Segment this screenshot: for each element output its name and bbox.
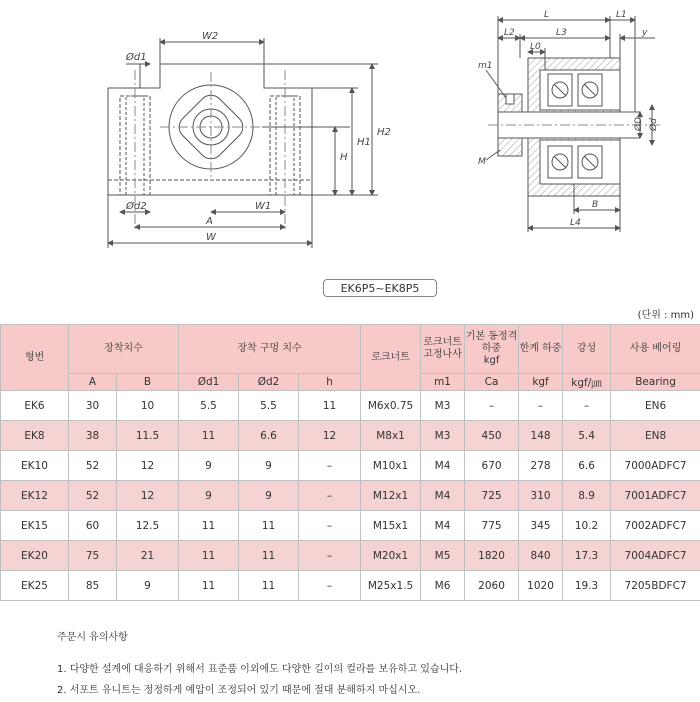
table-cell: EK12	[1, 481, 69, 511]
table-cell: EK15	[1, 511, 69, 541]
notes-title: 주문시 유의사항	[57, 628, 462, 643]
subheader-m1: m1	[421, 374, 465, 391]
order-notes	[57, 628, 462, 702]
table-cell: M12x1	[361, 481, 421, 511]
table-row	[1, 451, 700, 481]
table-cell: M3	[421, 391, 465, 421]
table-cell: M6x0.75	[361, 391, 421, 421]
table-row	[1, 481, 700, 511]
table-cell: M4	[421, 481, 465, 511]
header-locknut-screw: 로크너트 고정나사	[421, 325, 465, 374]
table-cell: 10	[117, 391, 179, 421]
header-locknut: 로크너트	[361, 325, 421, 391]
table-cell: 38	[69, 421, 117, 451]
table-cell: 21	[117, 541, 179, 571]
table-cell: 725	[465, 481, 519, 511]
table-cell: 840	[519, 541, 563, 571]
spec-table	[0, 324, 700, 601]
table-cell: –	[299, 451, 361, 481]
table-cell: EK10	[1, 451, 69, 481]
table-cell: 11	[179, 421, 239, 451]
table-cell: –	[299, 481, 361, 511]
table-cell: EK6	[1, 391, 69, 421]
table-cell: 75	[69, 541, 117, 571]
label-y: y	[641, 28, 648, 38]
table-cell: M20x1	[361, 541, 421, 571]
table-cell: –	[519, 391, 563, 421]
label-d1: Ød1	[125, 51, 147, 63]
table-cell: 1020	[519, 571, 563, 601]
subheader-kgf: kgf	[519, 374, 563, 391]
table-cell: 11	[179, 541, 239, 571]
table-cell: M10x1	[361, 451, 421, 481]
table-cell: 9	[239, 451, 299, 481]
table-cell: 52	[69, 451, 117, 481]
table-cell: –	[299, 571, 361, 601]
label-d2: Ød2	[125, 200, 147, 212]
table-cell: 12.5	[117, 511, 179, 541]
spec-table-body	[1, 391, 700, 601]
table-cell: 9	[117, 571, 179, 601]
table-cell: 5.5	[179, 391, 239, 421]
table-row	[1, 421, 700, 451]
table-cell: M8x1	[361, 421, 421, 451]
header-rigidity: 강성	[563, 325, 611, 374]
label-d-small: Ød	[648, 118, 659, 132]
label-a: A	[205, 216, 213, 227]
table-cell: 310	[519, 481, 563, 511]
subheader-h: h	[299, 374, 361, 391]
header-mount-dim: 장착치수	[69, 325, 179, 374]
table-cell: 148	[519, 421, 563, 451]
label-h: H	[340, 152, 348, 163]
table-cell: M3	[421, 421, 465, 451]
subheader-b: B	[117, 374, 179, 391]
table-cell: 19.3	[563, 571, 611, 601]
table-cell: 12	[299, 421, 361, 451]
header-bearing: 사용 베어링	[611, 325, 700, 374]
table-cell: 52	[69, 481, 117, 511]
table-row	[1, 541, 700, 571]
table-cell: 11	[299, 391, 361, 421]
subheader-ca: Ca	[465, 374, 519, 391]
label-l: L	[544, 10, 549, 20]
subheader-kgf-um: kgf/㎛	[563, 374, 611, 391]
header-limit-load: 한계 하중	[519, 325, 563, 374]
table-cell: M5	[421, 541, 465, 571]
label-l2: L2	[504, 28, 515, 38]
label-l1: L1	[616, 10, 627, 20]
table-cell: 5.4	[563, 421, 611, 451]
table-cell: M25x1.5	[361, 571, 421, 601]
table-cell: 278	[519, 451, 563, 481]
table-cell: 11.5	[117, 421, 179, 451]
model-range-badge: EK6P5~EK8P5	[323, 279, 437, 297]
subheader-d2: Ød2	[239, 374, 299, 391]
table-cell: 450	[465, 421, 519, 451]
table-cell: 60	[69, 511, 117, 541]
table-cell: 1820	[465, 541, 519, 571]
label-w1: W1	[255, 201, 271, 212]
table-cell: M15x1	[361, 511, 421, 541]
table-cell: 11	[239, 541, 299, 571]
table-cell: 9	[179, 481, 239, 511]
technical-drawings	[0, 0, 700, 265]
table-cell: 670	[465, 451, 519, 481]
subheader-bearing: Bearing	[611, 374, 700, 391]
table-row	[1, 571, 700, 601]
label-w: W	[206, 232, 217, 243]
table-cell: EN8	[611, 421, 700, 451]
table-cell: 11	[239, 571, 299, 601]
table-cell: 17.3	[563, 541, 611, 571]
table-cell: –	[563, 391, 611, 421]
table-cell: EK8	[1, 421, 69, 451]
table-cell: 7002ADFC7	[611, 511, 700, 541]
drawing-canvas	[0, 0, 700, 265]
label-h1: H1	[357, 137, 371, 148]
table-cell: 10.2	[563, 511, 611, 541]
table-cell: 11	[179, 511, 239, 541]
label-d-big: ØD	[633, 117, 644, 132]
table-cell: M4	[421, 511, 465, 541]
table-cell: 12	[117, 481, 179, 511]
table-cell: EK25	[1, 571, 69, 601]
note-line-1: 1. 다양한 설계에 대응하기 위해서 표준품 이외에도 다양한 길이의 컬라를 보유하고 있습니다.	[57, 660, 462, 675]
table-cell: –	[299, 511, 361, 541]
table-cell: 7001ADFC7	[611, 481, 700, 511]
label-l0: L0	[530, 42, 541, 52]
subheader-a: A	[69, 374, 117, 391]
header-model: 형번	[1, 325, 69, 391]
label-l4: L4	[570, 218, 581, 228]
subheader-d1: Ød1	[179, 374, 239, 391]
table-cell: 5.5	[239, 391, 299, 421]
table-cell: 775	[465, 511, 519, 541]
unit-label: (단위 : mm)	[638, 306, 694, 321]
label-m: M	[478, 157, 486, 167]
table-cell: EN6	[611, 391, 700, 421]
header-basic-dynamic: 기본 동정격 하중 kgf	[465, 325, 519, 374]
table-cell: 11	[179, 571, 239, 601]
table-cell: 11	[239, 511, 299, 541]
table-cell: 8.9	[563, 481, 611, 511]
label-w2: W2	[202, 31, 218, 42]
table-cell: M6	[421, 571, 465, 601]
table-cell: 85	[69, 571, 117, 601]
table-cell: 7205BDFC7	[611, 571, 700, 601]
note-line-2: 2. 서포트 유니트는 정정하게 예압이 조정되어 있기 때문에 절대 분해하지 마십시오.	[57, 681, 462, 696]
table-cell: 7000ADFC7	[611, 451, 700, 481]
table-cell: 6.6	[563, 451, 611, 481]
table-cell: 6.6	[239, 421, 299, 451]
table-cell: 12	[117, 451, 179, 481]
table-cell: –	[465, 391, 519, 421]
table-row	[1, 391, 700, 421]
table-row	[1, 511, 700, 541]
label-h2: H2	[377, 127, 391, 138]
table-cell: 30	[69, 391, 117, 421]
table-cell: M4	[421, 451, 465, 481]
header-mount-hole: 장착 구멍 치수	[179, 325, 361, 374]
table-cell: 9	[239, 481, 299, 511]
label-m1: m1	[478, 61, 493, 71]
table-cell: 345	[519, 511, 563, 541]
table-cell: 2060	[465, 571, 519, 601]
label-l3: L3	[556, 28, 567, 38]
table-cell: 7004ADFC7	[611, 541, 700, 571]
table-cell: 9	[179, 451, 239, 481]
table-cell: –	[299, 541, 361, 571]
front-view	[108, 38, 378, 248]
table-cell: EK20	[1, 541, 69, 571]
label-b: B	[592, 200, 598, 210]
